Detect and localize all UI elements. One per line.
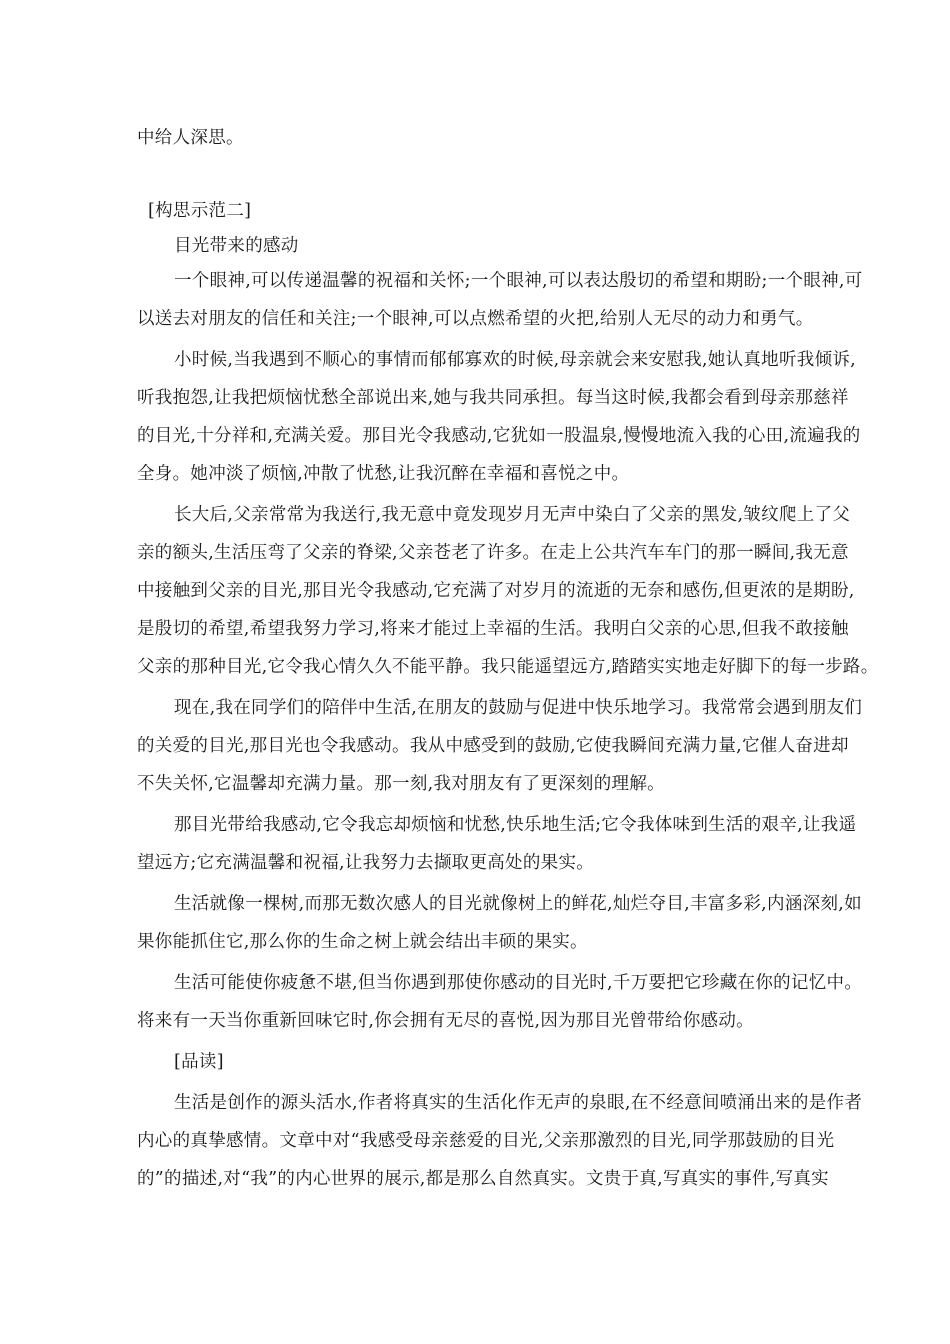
section-heading: [构思示范二] [148, 201, 252, 221]
text-line: 将来有一天当你重新回味它时,你会拥有无尽的喜悦,因为那目光曾带给你感动。 [137, 1011, 754, 1031]
text-line: 一个眼神,可以传递温馨的祝福和关怀;一个眼神,可以表达殷切的希望和期盼;一个眼神,可 [174, 271, 863, 291]
text-line: 的关爱的目光,那目光也令我感动。我从中感受到的鼓励,它使我瞬间充满力量,它催人奋进却 [137, 736, 849, 756]
text-line: 是殷切的希望,希望我努力学习,将来才能过上幸福的生活。我明白父亲的心思,但我不敢接触 [137, 619, 849, 639]
text-line: 生活是创作的源头活水,作者将真实的生活化作无声的泉眼,在不经意间喷涌出来的是作者 [174, 1093, 863, 1113]
text-line: 望远方;它充满温馨和祝福,让我努力去撷取更高处的果实。 [137, 853, 595, 873]
text-line: 果你能抓住它,那么你的生命之树上就会结出丰硕的果实。 [137, 932, 588, 952]
text-line: 生活可能使你疲惫不堪,但当你遇到那使你感动的目光时,千万要把它珍藏在你的记忆中。 [174, 973, 863, 993]
text-line: 那目光带给我感动,它令我忘却烦恼和忧愁,快乐地生活;它令我体味到生活的艰辛,让我遥 [174, 815, 857, 835]
text-line: 的”的描述,对“我”的内心世界的展示,都是那么自然真实。文贵于真,写真实的事件,写真实 [137, 1169, 829, 1189]
text-line: 中接触到父亲的目光,那目光令我感动,它充满了对岁月的流逝的无奈和感伤,但更浓的是期盼, [137, 581, 855, 601]
essay-title: 目光带来的感动 [174, 236, 299, 256]
text-line: 以送去对朋友的信任和关注;一个眼神,可以点燃希望的火把,给别人无尽的动力和勇气。 [137, 309, 814, 329]
text-line: 长大后,父亲常常为我送行,我无意中竟发现岁月无声中染白了父亲的黑发,皱纹爬上了父 [174, 505, 851, 525]
text-line: 现在,我在同学们的陪伴中生活,在朋友的鼓励与促进中快乐地学习。我常常会遇到朋友们 [174, 698, 863, 718]
text-line: 生活就像一棵树,而那无数次感人的目光就像树上的鲜花,灿烂夺目,丰富多彩,内涵深刻,如 [174, 894, 862, 914]
text-line: 亲的额头,生活压弯了父亲的脊梁,父亲苍老了许多。在走上公共汽车车门的那一瞬间,我无意 [137, 543, 849, 563]
section-heading: [品读] [174, 1052, 224, 1072]
text-line: 内心的真挚感情。文章中对“我感受母亲慈爱的目光,父亲那激烈的目光,同学那鼓励的目光 [137, 1131, 835, 1151]
text-line: 听我抱怨,让我把烦恼忧愁全部说出来,她与我共同承担。每当这时候,我都会看到母亲那慈祥 [137, 388, 849, 408]
text-line: 小时候,当我遇到不顺心的事情而郁郁寡欢的时候,母亲就会来安慰我,她认真地听我倾诉, [174, 350, 857, 370]
text-line: 全身。她冲淡了烦恼,冲散了忧愁,让我沉醉在幸福和喜悦之中。 [137, 464, 630, 484]
text-line: 父亲的那种目光,它令我心情久久不能平静。我只能遥望远方,踏踏实实地走好脚下的每一步路。 [137, 657, 879, 677]
text-line: 中给人深思。 [137, 128, 244, 148]
text-line: 的目光,十分祥和,充满关爱。那目光令我感动,它犹如一股温泉,慢慢地流入我的心田,流遍我的 [137, 426, 861, 446]
text-line: 不失关怀,它温馨却充满力量。那一刻,我对朋友有了更深刻的理解。 [137, 774, 665, 794]
